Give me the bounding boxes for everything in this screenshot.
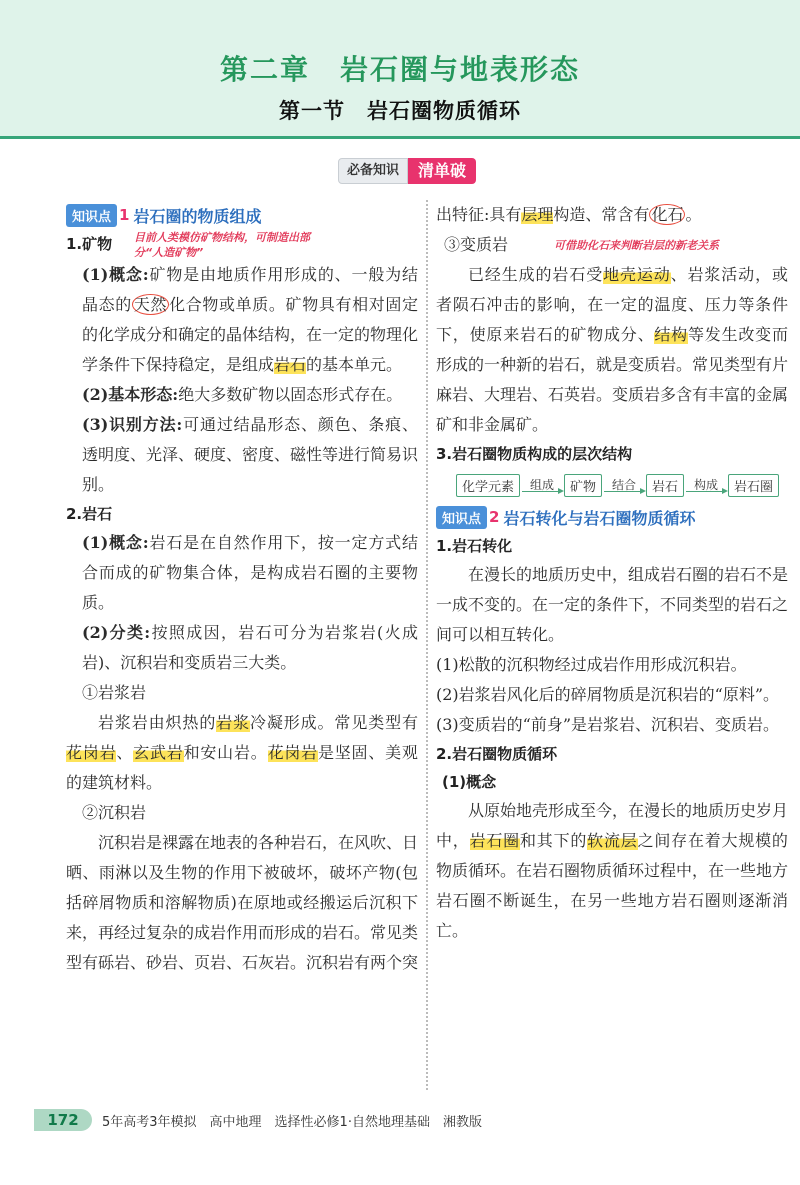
rock-concept: (1)概念:岩石是在自然作用下，按一定方式结合而成的矿物集合体，是构成岩石圈的主要物质。 — [82, 533, 418, 612]
sedimentary-features: 出特征:具有层理构造、常含有 化石 。 — [436, 205, 702, 224]
knowledge-point-tag: 知识点 — [436, 506, 487, 529]
mineral-concept: (1)概念:矿物是由地质作用形成的、一般为结晶态的 天然 化合物或单质。矿物具有相对固定的化学成分和确定的晶体结构，在一定的物理化学条件下保持稳定，是组成岩石的基本单元。 — [82, 265, 419, 374]
flow-arrow-compose: 组成 — [520, 479, 564, 492]
knowledge-point-2 — [436, 504, 788, 530]
flow-arrow-constitute: 构成 — [684, 479, 728, 492]
section-title: 第一节 岩石圈物质循环 — [279, 99, 521, 123]
chapter-header — [0, 0, 800, 138]
transformation-item-1: (1)松散的沉积物经过成岩作用形成沉积岩。 — [436, 655, 747, 674]
mineral-form: (2)基本形态:绝大多数矿物以固态形式存在。 — [82, 385, 403, 404]
annotation-artificial-mineral: 目前人类模仿矿物结构，可制造出部分“人造矿物” — [134, 231, 310, 259]
essential-knowledge-banner — [338, 158, 476, 184]
column-divider — [426, 200, 428, 1090]
flow-box-element: 化学元素 — [456, 474, 520, 497]
flow-box-rock: 岩石 — [646, 474, 684, 497]
circled-natural: 天然 — [133, 295, 168, 314]
sedimentary-text: 沉积岩是裸露在地表的各种岩石，在风吹、日晒、雨淋以及生物的作用下被破坏，破坏产物(包括碎屑物质和溶解物质)在原地或经搬运后沉积下来，再经过复杂的成岩作用而形成的岩石。常见类型有砾岩、砂岩、页岩、石灰岩。沉积岩有两个突 — [66, 833, 419, 972]
page-number: 172 — [34, 1109, 92, 1131]
knowledge-point-number: 1 — [119, 206, 130, 224]
igneous-text: 岩浆岩由炽热的岩浆冷凝形成。常见类型有花岗岩、玄武岩和安山岩。花岗岩是坚固、美观的建筑材料。 — [66, 713, 418, 792]
knowledge-point-title: 岩石圈的物质组成 — [133, 206, 262, 226]
flow-box-lithosphere: 岩石圈 — [728, 474, 779, 497]
banner-highlight: 清单破 — [408, 158, 476, 184]
metamorphic-text: 已经生成的岩石受地壳运动、岩浆活动，或者陨石冲击的影响，在一定的温度、压力等条件下，使原来岩石的矿物成分、结构等发生改变而形成的一种新的岩石，就是变质岩。常见类型有片麻岩、大理岩、石英岩。变质岩多含有丰富的金属矿和非金属矿。 — [436, 265, 789, 434]
knowledge-point-number: 2 — [489, 508, 500, 526]
knowledge-point-1 — [66, 202, 418, 228]
annotation-fossil: 可借助化石来判断岩层的新老关系 — [554, 238, 719, 252]
flow-arrow-combine: 结合 — [602, 479, 646, 492]
chapter-title: 第二章 岩石圈与地表形态 — [219, 53, 580, 86]
highlight-rock: 岩石 — [274, 355, 307, 374]
metamorphic-heading-row — [436, 230, 788, 260]
banner-label: 必备知识 — [338, 158, 408, 184]
cycle-concept-text: 从原始地壳形成至今，在漫长的地质历史岁月中，岩石圈和其下的软流层之间存在着大规模的物质循环。在岩石圈物质循环过程中，在一些地方岩石圈不断诞生，在另一些地方岩石圈则逐渐消亡。 — [436, 801, 789, 940]
mineral-identification: (3)识别方法:可通过结晶形态、颜色、条痕、透明度、光泽、硬度、密度、磁性等进行简易识别。 — [82, 415, 419, 494]
rock-classification: (2)分类:按照成因，岩石可分为岩浆岩(火成岩)、沉积岩和变质岩三大类。 — [82, 623, 418, 672]
flow-box-mineral: 矿物 — [564, 474, 602, 497]
header-divider — [0, 136, 800, 139]
heading-rock: 2.岩石 — [66, 505, 113, 523]
cycle-concept-label: (1)概念 — [442, 773, 497, 791]
transformation-item-3: (3)变质岩的“前身”是岩浆岩、沉积岩、变质岩。 — [436, 715, 780, 734]
circled-fossil: 化石 — [651, 205, 684, 224]
transformation-text: 在漫长的地质历史中，组成岩石圈的岩石不是一成不变的。在一定的条件下，不同类型的岩石之间可以相互转化。 — [436, 565, 789, 644]
mineral-heading-row — [66, 230, 418, 260]
right-column — [436, 200, 788, 946]
heading-rock-transformation: 1.岩石转化 — [436, 537, 513, 555]
igneous-heading: ①岩浆岩 — [82, 683, 147, 702]
heading-mineral: 1.矿物 — [66, 235, 113, 253]
heading-layer-structure: 3.岩石圈物质构成的层次结构 — [436, 445, 633, 463]
footer-book-title: 5年高考3年模拟 高中地理 选择性必修1·自然地理基础 湘教版 — [102, 1115, 482, 1130]
knowledge-point-title: 岩石转化与岩石圈物质循环 — [503, 508, 696, 528]
knowledge-point-tag: 知识点 — [66, 204, 117, 227]
layer-flow-diagram — [456, 472, 788, 498]
transformation-item-2: (2)岩浆岩风化后的碎屑物质是沉积岩的“原料”。 — [436, 685, 780, 704]
page-footer — [0, 1107, 800, 1135]
heading-material-cycle: 2.岩石圈物质循环 — [436, 745, 558, 763]
left-column — [66, 200, 418, 978]
metamorphic-heading: ③变质岩 — [444, 235, 509, 254]
sedimentary-heading: ②沉积岩 — [82, 803, 147, 822]
